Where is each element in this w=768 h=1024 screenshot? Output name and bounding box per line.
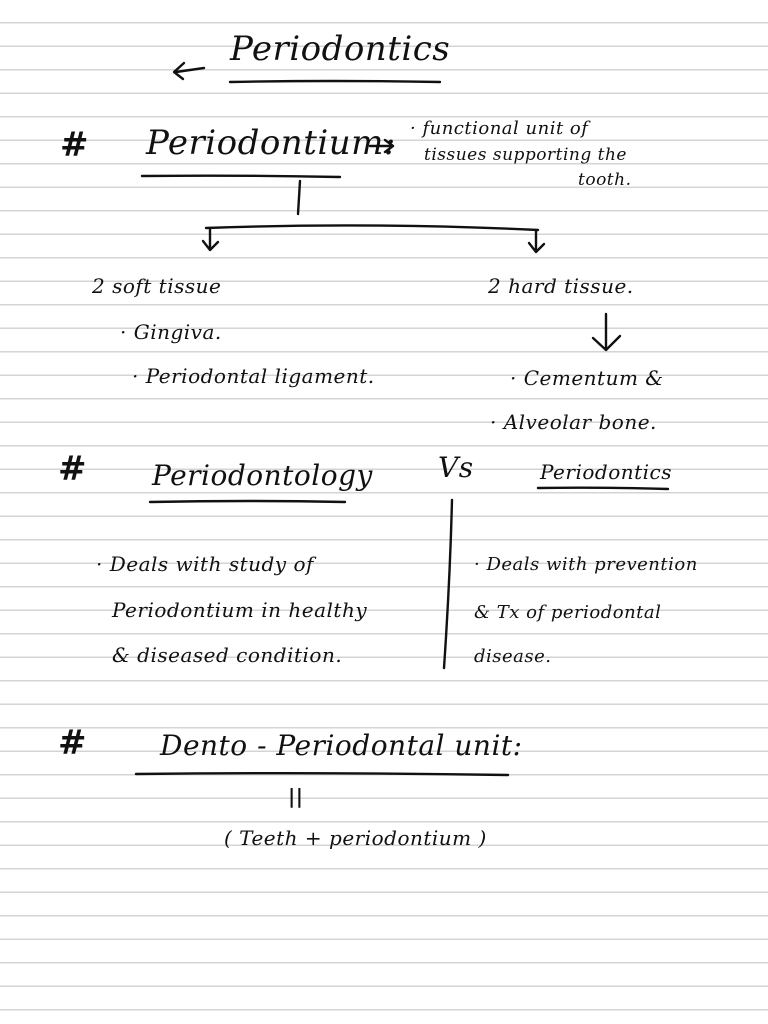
soft-tissue-heading: 2 soft tissue <box>92 274 222 298</box>
definition-line-1: · functional unit of <box>410 118 589 139</box>
title-underline <box>230 81 440 82</box>
tree-left-arrow-icon <box>203 228 218 250</box>
periodontology-underline <box>150 501 345 502</box>
tree-stem <box>298 181 300 214</box>
periodontology-text-line-3: & diseased condition. <box>112 643 343 667</box>
page-title: Periodontics <box>230 29 451 69</box>
equals-down-sign: || <box>288 784 304 808</box>
tree-right-arrow-icon <box>529 230 544 252</box>
section3-hash-marker: # <box>58 723 87 763</box>
soft-tissue-item-gingiva: · Gingiva. <box>120 320 222 344</box>
soft-tissue-item-ligament: · Periodontal ligament. <box>132 364 375 388</box>
definition-line-3: tooth. <box>578 170 632 190</box>
periodontology-text-line-1: · Deals with study of <box>96 552 314 576</box>
definition-line-2: tissues supporting the <box>424 145 627 165</box>
comparison-divider <box>444 500 452 668</box>
section2-hash-marker: # <box>58 449 87 489</box>
periodontics-text-line-2: & Tx of periodontal <box>474 602 662 623</box>
periodontology-heading: Periodontology <box>152 459 373 492</box>
tree-crossbar <box>206 225 538 230</box>
periodontology-text-line-2: Periodontium in healthy <box>112 598 368 622</box>
periodontics-text-line-3: disease. <box>474 646 552 667</box>
dento-periodontal-underline <box>136 773 508 775</box>
title-arrow-icon <box>174 63 204 79</box>
periodontium-heading: Periodontium: <box>146 123 396 163</box>
section1-hash-marker: # <box>60 125 89 165</box>
hard-tissue-heading: 2 hard tissue. <box>488 274 634 298</box>
hard-tissue-down-arrow-icon <box>593 314 620 350</box>
periodontics-text-line-1: · Deals with prevention <box>474 554 698 575</box>
hard-tissue-item-alveolar-bone: · Alveolar bone. <box>490 410 657 434</box>
periodontium-underline <box>142 176 340 177</box>
periodontics-heading: Periodontics <box>540 460 673 484</box>
periodontics-underline <box>538 488 668 489</box>
dento-periodontal-heading: Dento - Periodontal unit: <box>160 729 523 762</box>
vs-label: Vs <box>438 451 474 484</box>
dento-periodontal-formula: ( Teeth + periodontium ) <box>224 826 487 850</box>
hard-tissue-item-cementum: · Cementum & <box>510 366 664 390</box>
